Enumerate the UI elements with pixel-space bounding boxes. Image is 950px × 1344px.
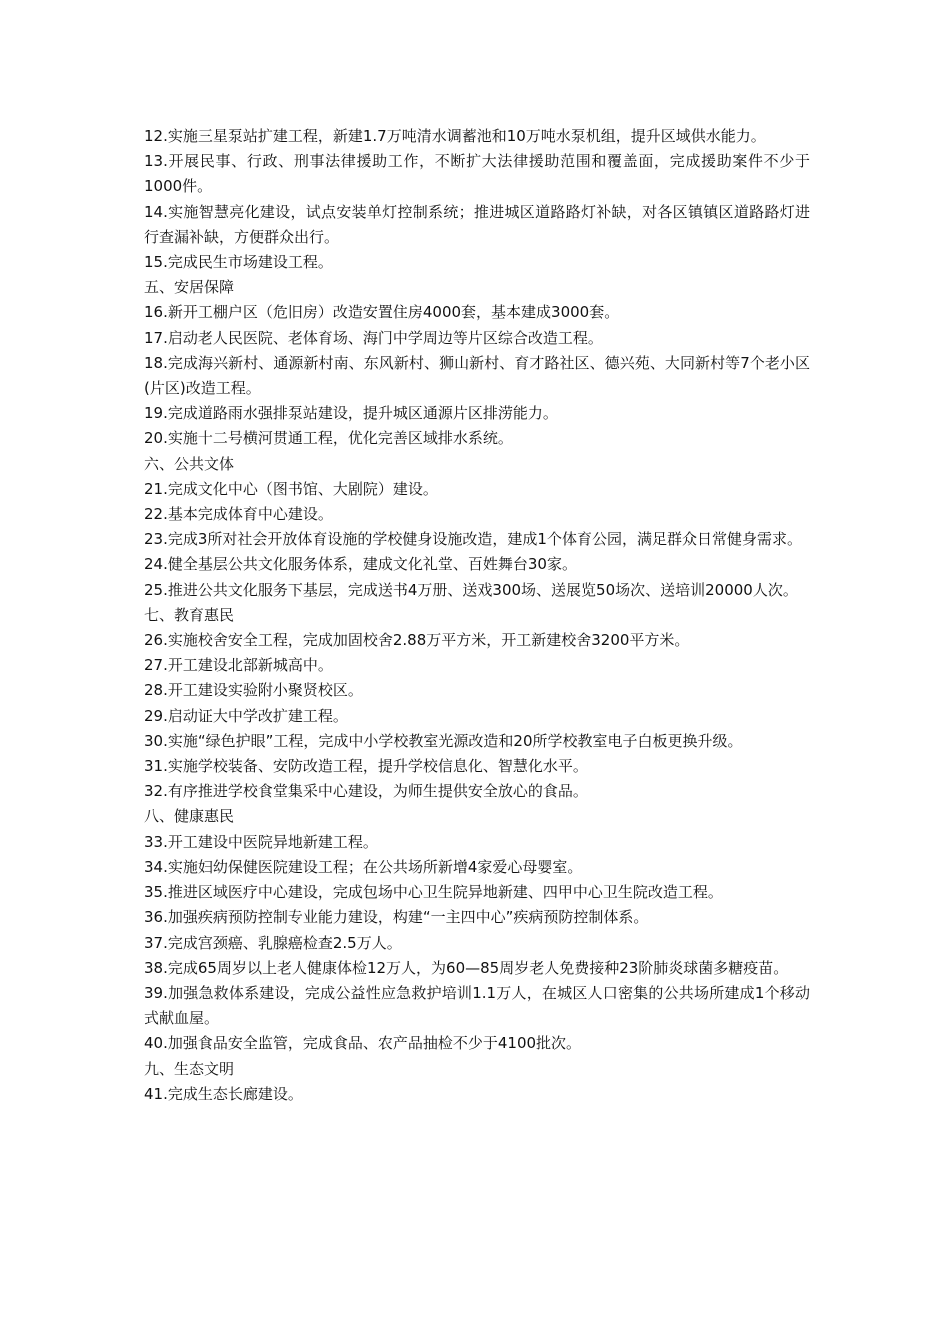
list-item-19: 19.完成道路雨水强排泵站建设，提升城区通源片区排涝能力。 — [144, 404, 558, 423]
section-heading-education: 七、教育惠民 — [144, 605, 235, 624]
list-item-23: 23.完成3所对社会开放体育设施的学校健身设施改造，建成1个体育公园，满足群众日常健身需求。 — [144, 530, 802, 549]
list-item-12: 12.实施三星泵站扩建工程，新建1.7万吨清水调蓄池和10万吨水泵机组，提升区域供水能力。 — [144, 127, 766, 145]
list-item-26: 26.实施校舍安全工程，完成加固校舍2.88万平方米，开工新建校舍3200平方米。 — [144, 631, 690, 650]
list-item-39: 39.加强急救体系建设，完成公益性应急救护培训1.1万人，在城区人口密集的公共场所建成1个移动式献血屋。 — [144, 983, 810, 1028]
list-item-29: 29.启动证大中学改扩建工程。 — [144, 706, 348, 725]
list-item-17: 17.启动老人民医院、老体育场、海门中学周边等片区综合改造工程。 — [144, 328, 603, 347]
section-heading-ecology: 九、生态文明 — [144, 1059, 235, 1078]
section-heading-culture-sports: 六、公共文体 — [144, 454, 235, 473]
section-heading-housing: 五、安居保障 — [144, 278, 235, 297]
list-item-22: 22.基本完成体育中心建设。 — [144, 505, 333, 524]
list-item-41: 41.完成生态长廊建设。 — [144, 1084, 303, 1103]
list-item-25: 25.推进公共文化服务下基层，完成送书4万册、送戏300场、送展览50场次、送培训20000人次。 — [144, 580, 798, 599]
list-item-16: 16.新开工棚户区（危旧房）改造安置住房4000套，基本建成3000套。 — [144, 303, 620, 322]
list-item-15: 15.完成民生市场建设工程。 — [144, 253, 333, 272]
list-item-36: 36.加强疾病预防控制专业能力建设，构建“一主四中心”疾病预防控制体系。 — [144, 908, 649, 927]
list-item-33: 33.开工建设中医院异地新建工程。 — [144, 832, 378, 851]
list-item-34: 34.实施妇幼保健医院建设工程；在公共场所新增4家爱心母婴室。 — [144, 857, 583, 876]
section-heading-health: 八、健康惠民 — [144, 807, 235, 826]
list-item-14: 14.实施智慧亮化建设，试点安装单灯控制系统；推进城区道路路灯补缺，对各区镇镇区道路路灯进行查漏补缺，方便群众出行。 — [144, 202, 810, 246]
list-item-18: 18.完成海兴新村、通源新村南、东风新村、狮山新村、育才路社区、德兴苑、大同新村等7个老小区(片区)改造工程。 — [144, 353, 810, 398]
list-item-30: 30.实施“绿色护眼”工程，完成中小学校教室光源改造和20所学校教室电子白板更换升级。 — [144, 731, 743, 750]
list-item-28: 28.开工建设实验附小聚贤校区。 — [144, 681, 363, 700]
list-item-27: 27.开工建设北部新城高中。 — [144, 656, 333, 675]
list-item-35: 35.推进区域医疗中心建设，完成包场中心卫生院异地新建、四甲中心卫生院改造工程。 — [144, 883, 723, 902]
list-item-20: 20.实施十二号横河贯通工程，优化完善区域排水系统。 — [144, 429, 513, 448]
list-item-13: 13.开展民事、行政、刑事法律援助工作，不断扩大法律援助范围和覆盖面，完成援助案件不少于1000件。 — [144, 152, 810, 196]
document-body — [144, 124, 810, 1107]
list-item-21: 21.完成文化中心（图书馆、大剧院）建设。 — [144, 479, 438, 498]
list-item-37: 37.完成宫颈癌、乳腺癌检查2.5万人。 — [144, 933, 402, 952]
list-item-31: 31.实施学校装备、安防改造工程，提升学校信息化、智慧化水平。 — [144, 757, 588, 776]
list-item-24: 24.健全基层公共文化服务体系，建成文化礼堂、百姓舞台30家。 — [144, 555, 577, 574]
list-item-38: 38.完成65周岁以上老人健康体检12万人，为60—85周岁老人免费接种23阶肺炎球菌多糖疫苗。 — [144, 958, 789, 977]
list-item-40: 40.加强食品安全监管，完成食品、农产品抽检不少于4100批次。 — [144, 1034, 582, 1053]
list-item-32: 32.有序推进学校食堂集采中心建设，为师生提供安全放心的食品。 — [144, 782, 588, 801]
